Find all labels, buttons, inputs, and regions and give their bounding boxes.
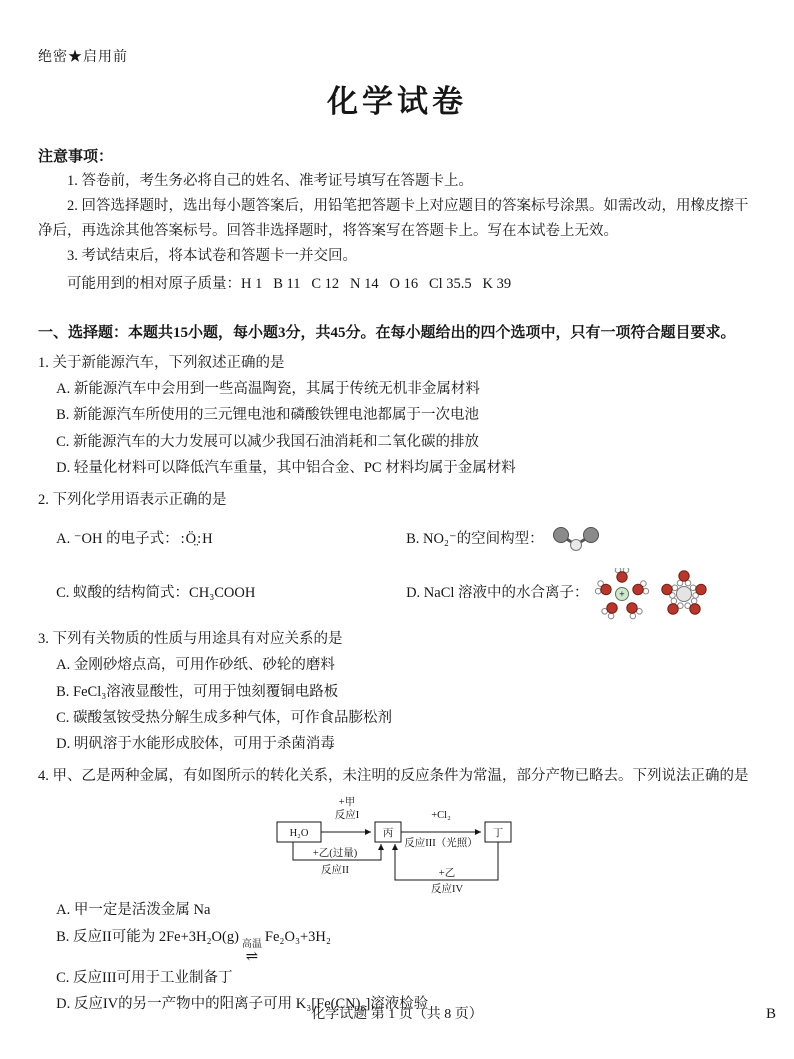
- water-molecule: [677, 571, 691, 586]
- question-2: [38, 487, 756, 621]
- q1-option-c: C. 新能源汽车的大力发展可以减少我国石油消耗和二氧化碳的排放: [56, 433, 480, 450]
- q3-stem: 3. 下列有关物质的性质与用途具有对应关系的是: [38, 630, 343, 647]
- water-box-label: H₂O: [289, 828, 309, 840]
- q4-diagram-svg: [271, 792, 523, 896]
- q3-option-d: D. 明矾溶于水能形成胶体，可用于杀菌消毒: [56, 736, 335, 753]
- q1-option-d: D. 轻量化材料可以降低汽车重量，其中铝合金、PC 材料均属于金属材料: [56, 460, 516, 477]
- q4-stem: 4. 甲、乙是两种金属，有如图所示的转化关系，未注明的反应条件为常温，部分产物已略去。下列说法正确的是: [38, 767, 749, 784]
- equilibrium-arrow: [242, 940, 262, 965]
- reaction-condition: 高温: [241, 938, 262, 950]
- reaction-4-label: 反应IV: [430, 884, 464, 896]
- reaction-4-reagent: +乙: [438, 868, 456, 880]
- q1-option-b: B. 新能源汽车所使用的三元锂电池和磷酸铁锂电池都属于一次电池: [56, 407, 480, 424]
- water-molecule: [600, 600, 620, 620]
- water-molecule: [623, 600, 643, 620]
- q2-option-d: [406, 567, 756, 621]
- q1-stem: 1. 关于新能源汽车，下列叙述正确的是: [38, 354, 285, 371]
- reaction-1-reagent: +甲: [338, 797, 356, 809]
- q4-option-b-suffix: Fe₂O₃+3H₂: [264, 928, 331, 945]
- oxygen-atom: [583, 527, 598, 542]
- notice-section: [38, 145, 756, 297]
- question-3: [38, 626, 756, 758]
- notice-heading: 注意事项：: [38, 149, 114, 165]
- paper-version-mark: B: [765, 1006, 776, 1022]
- question-1: [38, 350, 756, 482]
- reaction-1-label: 反应I: [334, 810, 360, 822]
- ding-box-label: 丁: [492, 828, 504, 840]
- q4-option-d: D. 反应IV的另一产物中的阳离子可用 K₃[Fe(CN)₆]溶液检验: [56, 995, 429, 1012]
- hydrated-cation-image: [593, 568, 651, 620]
- q3-option-a: A. 金刚砂熔点高，可用作砂纸、砂轮的磨料: [56, 657, 335, 674]
- question-4: [38, 763, 756, 1018]
- secrecy-notice: 绝密★启用前: [38, 50, 128, 65]
- q2-option-c: [56, 567, 406, 621]
- q2-option-a: [56, 513, 406, 567]
- water-molecule: [594, 580, 612, 598]
- water-molecule: [615, 568, 629, 582]
- q4-option-c: C. 反应III可用于工业制备丁: [56, 969, 233, 986]
- section-1-heading: 一、选择题：本题共15小题，每小题3分，共45分。在每小题给出的四个选项中，只有一项符合题目要求。: [38, 324, 736, 341]
- reaction-2-label: 反应II: [321, 865, 349, 877]
- q4-option-a: A. 甲一定是活泼金属 Na: [56, 902, 211, 919]
- page-title: 化学试卷: [327, 84, 467, 119]
- q4-option-b-prefix: B. 反应II可能为 2Fe+3H₂O(g): [56, 928, 239, 945]
- q1-option-a: A. 新能源汽车中会用到一些高温陶瓷，其属于传统无机非金属材料: [56, 381, 480, 398]
- water-molecule: [630, 580, 648, 598]
- atomic-masses-line: 可能用到的相对原子质量：H 1 B 11 C 12 N 14 O 16 Cl 35.5 K 39: [67, 275, 512, 292]
- q2-option-d-label: D. NaCl 溶液中的水合离子：: [406, 585, 589, 602]
- q2-option-b-label: B. NO₂⁻的空间构型：: [406, 531, 544, 548]
- q2-option-grid: [38, 513, 756, 621]
- q2-option-a-label: A. ⁻OH 的电子式：: [56, 531, 179, 548]
- q3-option-b: B. FeCl₃溶液显酸性，可用于蚀刻覆铜电路板: [56, 683, 339, 700]
- water-molecule: [659, 581, 677, 599]
- q4-option-b: [38, 924, 756, 965]
- reaction-3-label: 反应III（光照）: [404, 838, 478, 850]
- notice-item-1: 1. 答卷前，考生务必将自己的姓名、准考证号填写在答题卡上。: [67, 173, 473, 189]
- q2-option-c-label: C. 蚁酸的结构简式：CH₃COOH: [56, 585, 256, 602]
- page-footer: 化学试题 第 1 页（共 8 页）: [311, 1007, 483, 1022]
- notice-item-2: 2. 回答选择题时，选出每小题答案后，用铅笔把答题卡上对应题目的答案标号涂黑。如需改动，用橡皮擦干净后，再选涂其他答案标号。回答非选择题时，将答案写在答题卡上。写在本试卷上无效。: [38, 197, 749, 239]
- anion-center: [676, 586, 691, 601]
- oxygen-atom: [553, 527, 568, 542]
- hydrated-anion-image: [655, 568, 713, 620]
- electron-formula: :Ö̤:H: [180, 531, 214, 548]
- equilibrium-harpoon-icon: ⇌: [245, 948, 259, 965]
- reaction-3-reagent: +Cl₂: [431, 810, 451, 822]
- notice-item-3: 3. 考试结束后，将本试卷和答题卡一并交回。: [67, 247, 357, 264]
- no2-structure-image: [548, 525, 604, 555]
- bing-box-label: 丙: [382, 828, 394, 840]
- q2-stem: 2. 下列化学用语表示正确的是: [38, 491, 227, 508]
- q3-option-c: C. 碳酸氢铵受热分解生成多种气体，可作食品膨松剂: [56, 710, 393, 727]
- reaction-2-reagent: +乙(过量): [312, 848, 358, 860]
- q4-conversion-diagram: [38, 792, 756, 896]
- water-molecule: [689, 581, 707, 599]
- q2-option-b: [406, 513, 756, 567]
- center-atom: [570, 539, 581, 550]
- cation-sign: +: [618, 589, 625, 601]
